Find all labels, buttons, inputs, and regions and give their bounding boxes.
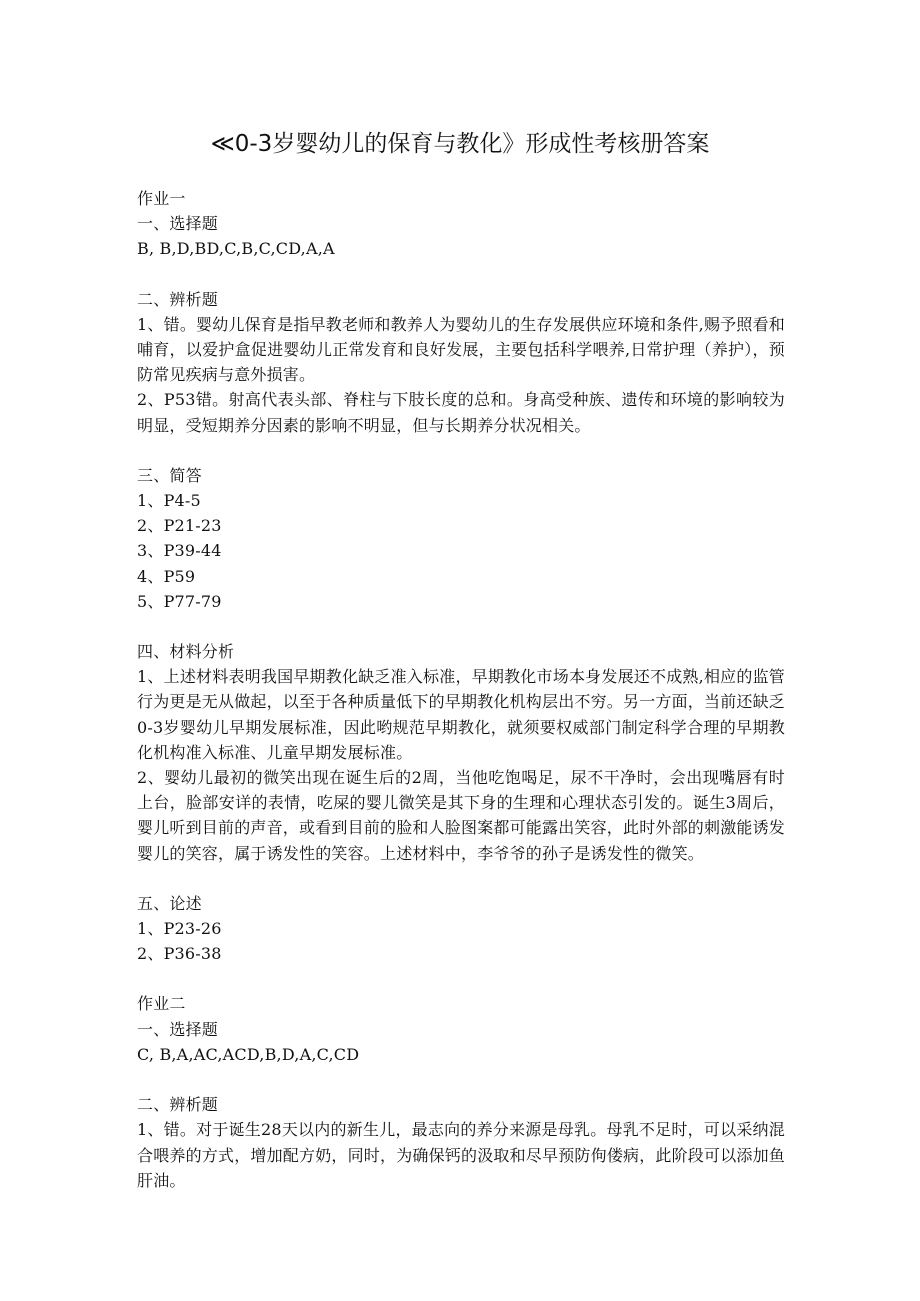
spacer (137, 866, 785, 891)
hw1-choice-heading: 一、选择题 (137, 214, 219, 234)
hw1-essay-item: 2、P36-38 (137, 944, 222, 964)
hw1-short-answer-item: 4、P59 (137, 566, 196, 586)
hw1-material-item-1: 1、上述材料表明我国早期教化缺乏准入标准，早期教化市场本身发展还不成熟,相应的监管行为更是无从做起，以至于各种质量低下的早期教化机构层出不穷。另一方面，当前还缺乏0-3岁婴幼儿早期发展标准，因此哟规范早期教化，就须要权威部门制定科学合理的早期教化机构准入标准、儿童早期发展标准。 (137, 667, 786, 762)
hw2-discrimination-heading: 二、辨析题 (137, 1095, 219, 1115)
spacer (137, 614, 785, 639)
hw2-choice-heading: 一、选择题 (137, 1019, 219, 1039)
spacer (137, 262, 785, 287)
hw1-short-answer-item: 5、P77-79 (137, 591, 222, 611)
document-title: ≪0-3岁婴幼儿的保育与教化》形成性考核册答案 (210, 131, 710, 157)
hw1-short-answer-item: 1、P4-5 (137, 491, 201, 511)
document-body (137, 186, 785, 1193)
hw1-essay-item: 1、P23-26 (137, 919, 222, 939)
hw2-choice-answers: C, B,A,AC,ACD,B,D,A,C,CD (137, 1044, 360, 1064)
hw2-discrimination-item-1: 1、错。对于诞生28天以内的新生儿，最志向的养分来源是母乳。母乳不足时，可以采纳混合喂养的方式，增加配方奶，同时，为确保钙的汲取和尽早预防佝偻病，此阶段可以添加鱼肝油。 (137, 1120, 786, 1190)
hw1-discrimination-item-1: 1、错。婴幼儿保育是指早教老师和教养人为婴幼儿的生存发展供应环境和条件,赐予照看和哺育，以爱护盒促进婴幼儿正常发育和良好发展，主要包括科学喂养,日常护理（养护），预防常见疾病与意外损害。 (137, 314, 785, 385)
hw1-material-heading: 四、材料分析 (137, 642, 235, 662)
spacer (137, 438, 785, 463)
spacer (137, 966, 785, 991)
hw1-short-answer-item: 2、P21-23 (137, 516, 222, 536)
hw1-discrimination-item-2: 2、P53错。射高代表头部、脊柱与下肢长度的总和。身高受种族、遗传和环境的影响较为明显，受短期养分因素的影响不明显，但与长期养分状况相关。 (137, 390, 785, 435)
spacer (137, 1067, 785, 1092)
homework-2-heading: 作业二 (137, 994, 186, 1014)
homework-1-heading: 作业一 (137, 189, 186, 208)
hw1-short-answer-heading: 三、简答 (137, 465, 202, 485)
hw1-choice-answers: B, B,D,BD,C,B,C,CD,A,A (137, 239, 335, 259)
hw1-discrimination-heading: 二、辨析题 (137, 289, 219, 309)
hw1-material-item-2: 2、婴幼儿最初的微笑出现在诞生后的2周，当他吃饱喝足，尿不干净时，会出现嘴唇有时上台，脸部安详的表情，吃屎的婴儿微笑是其下身的生理和心理状态引发的。诞生3周后，婴儿听到目前的声音，或看到目前的脸和人脸图案都可能露出笑容，此时外部的刺激能诱发婴儿的笑容，属于诱发性的笑容。上述材料中，李爷爷的孙子是诱发性的微笑。 (137, 768, 786, 863)
hw1-essay-heading: 五、论述 (137, 893, 202, 913)
hw1-short-answer-item: 3、P39-44 (137, 541, 222, 561)
